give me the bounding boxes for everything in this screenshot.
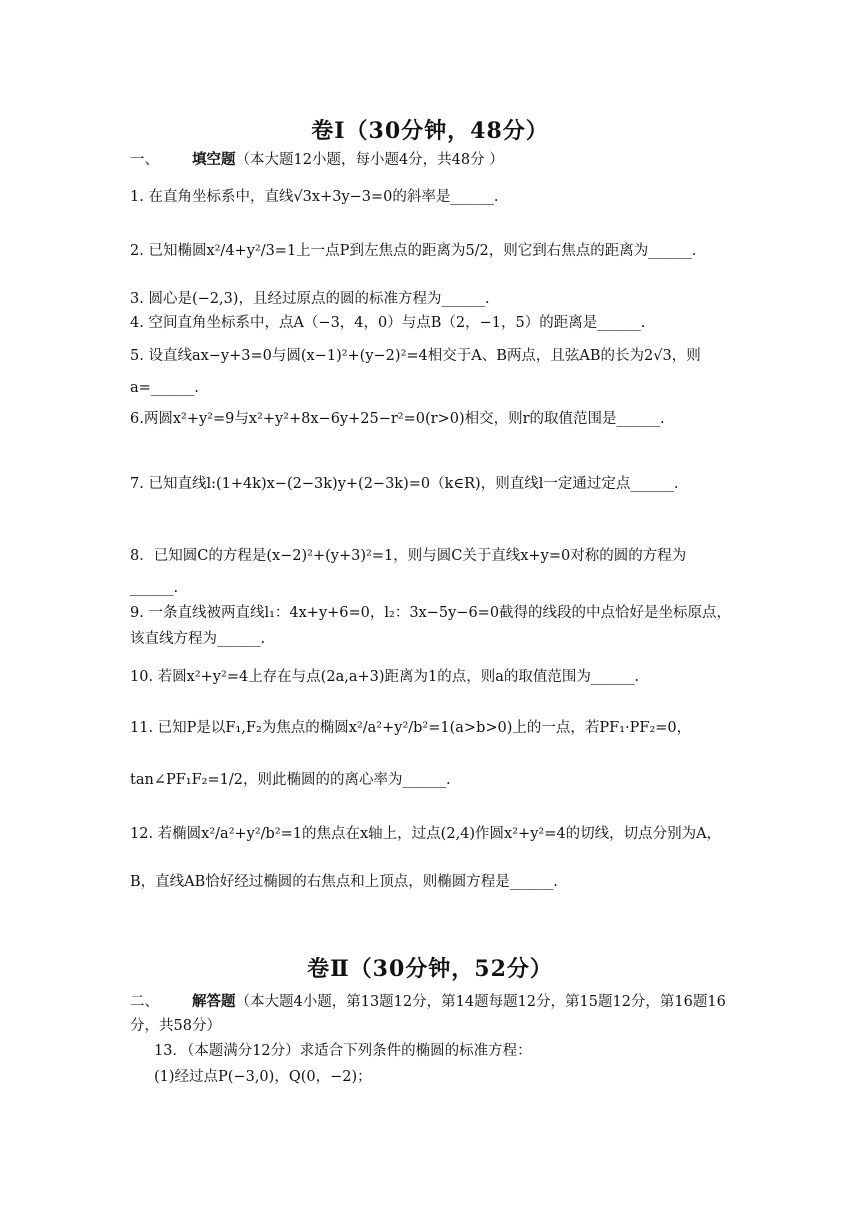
section-desc: （本大题12小题，每小题4分，共48分 ） [235, 152, 504, 168]
section-header-1 [130, 148, 730, 172]
question-12: 12. 若椭圆x²/a²+y²/b²=1的焦点在x轴上，过点(2,4)作圆x²+y²=4的切线，切点分别为A，B，直线AB恰好经过椭圆的右焦点和上顶点，则椭圆方程是______. [130, 826, 722, 890]
section-name: 解答题 [192, 993, 236, 1010]
section-number: 二、 [130, 994, 159, 1010]
question-11: 11. 已知P是以F₁,F₂为焦点的椭圆x²/a²+y²/b²=1(a>b>0)上的一点，若PF₁·PF₂=0，tan∠PF₁F₂=1/2，则此椭圆的的离心率为______. [130, 720, 692, 788]
question-1: 1. 在直角坐标系中，直线√3x+3y−3=0的斜率是______. [130, 189, 499, 205]
question-3: 3. 圆心是(−2,3)，且经过原点的圆的标准方程为______. [130, 291, 490, 307]
section-header-2 [130, 990, 732, 1038]
question-5: 5. 设直线ax−y+3=0与圆(x−1)²+(y−2)²=4相交于A、B两点，且弦AB的长为2√3，则a=______. [130, 348, 701, 396]
part1-title: 卷Ⅰ（30分钟，48分） [311, 118, 549, 144]
section-name: 填空题 [192, 151, 236, 168]
question-6: 6.两圆x²+y²=9与x²+y²+8x−6y+25−r²=0(r>0)相交，则r的取值范围是______. [130, 411, 665, 427]
question-4: 4. 空间直角坐标系中，点A（−3，4，0）与点B（2，−1，5）的距离是______. [130, 315, 646, 331]
question-13-part-1: (1)经过点P(−3,0)，Q(0，−2)； [154, 1069, 372, 1085]
question-10: 10. 若圆x²+y²=4上存在与点(2a,a+3)距离为1的点，则a的取值范围为______. [130, 669, 639, 685]
section-number: 一、 [130, 152, 159, 168]
part2-title: 卷Ⅱ（30分钟，52分） [307, 956, 553, 982]
section-desc: （本大题4小题，第13题12分，第14题每题12分，第15题12分，第16题16分，共58分） [130, 994, 726, 1034]
question-2: 2. 已知椭圆x²/4+y²/3=1上一点P到左焦点的距离为5/2，则它到右焦点的距离为______. [130, 243, 697, 259]
question-7: 7. 已知直线l:(1+4k)x−(2−3k)y+(2−3k)=0（k∈R)，则直线l一定通过定点______. [130, 476, 679, 492]
question-8: 8．已知圆C的方程是(x−2)²+(y+3)²=1，则与圆C关于直线x+y=0对称的圆的方程为______. [130, 548, 687, 596]
question-9: 9. 一条直线被两直线l₁：4x+y+6=0，l₂：3x−5y−6=0截得的线段的中点恰好是坐标原点，该直线方程为______. [130, 605, 732, 647]
question-13: 13．（本题满分12分）求适合下列条件的椭圆的标准方程： [154, 1043, 532, 1059]
